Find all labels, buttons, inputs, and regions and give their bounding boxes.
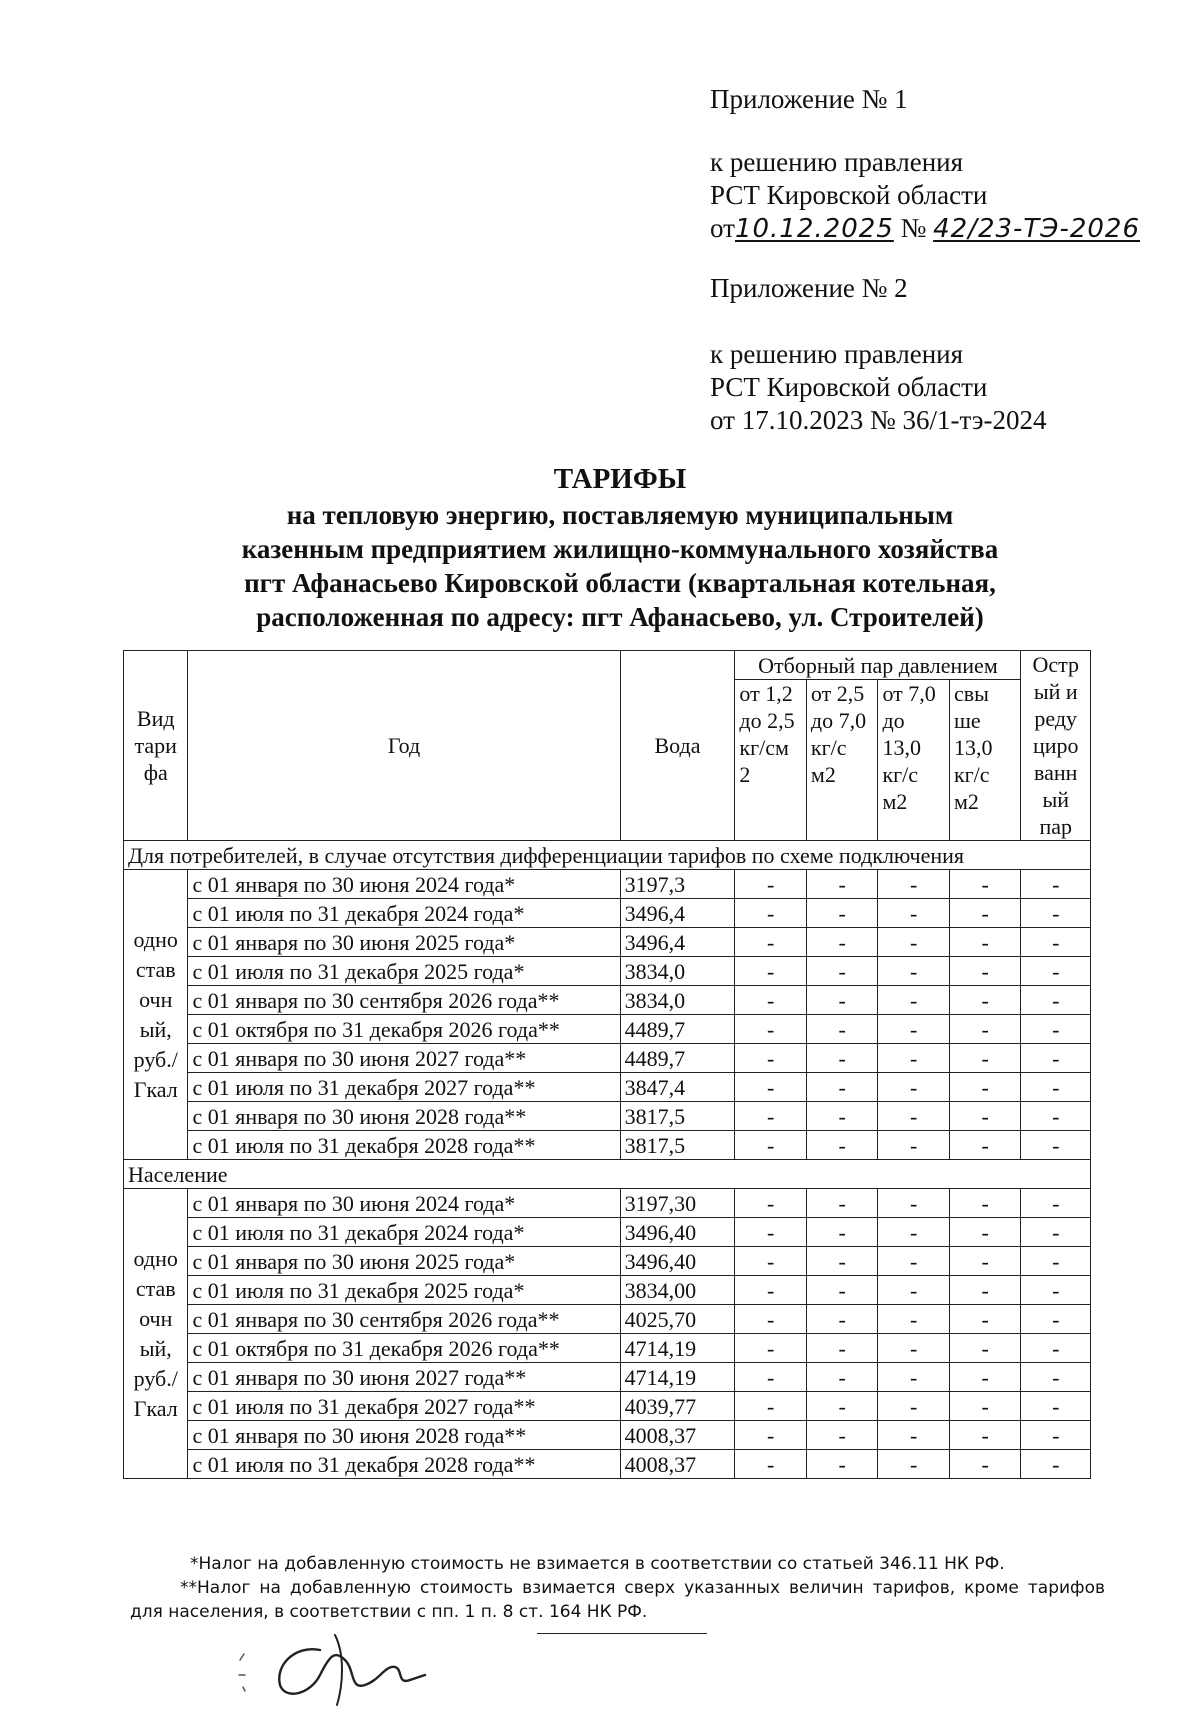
empty-tariff-cell: - bbox=[735, 1044, 807, 1073]
empty-tariff-cell: - bbox=[735, 1015, 807, 1044]
table-row bbox=[124, 928, 1091, 957]
header-pressure-1: от 1,2 до 2,5 кг/см 2 bbox=[735, 680, 807, 841]
period-cell: с 01 января по 30 сентября 2026 года** bbox=[188, 986, 620, 1015]
empty-tariff-cell: - bbox=[949, 1421, 1021, 1450]
appendix-1-title bbox=[710, 83, 908, 116]
empty-tariff-cell: - bbox=[878, 1450, 950, 1479]
empty-tariff-cell: - bbox=[878, 870, 950, 899]
appendix-2-heading: Приложение № 2 bbox=[710, 273, 908, 303]
appendix-1-line2: РСТ Кировской области bbox=[710, 180, 988, 210]
empty-tariff-cell: - bbox=[735, 1363, 807, 1392]
table-row bbox=[124, 870, 1091, 899]
empty-tariff-cell: - bbox=[806, 1305, 878, 1334]
water-tariff-cell: 4489,7 bbox=[620, 1015, 735, 1044]
empty-tariff-cell: - bbox=[949, 1392, 1021, 1421]
empty-tariff-cell: - bbox=[1021, 1131, 1091, 1160]
empty-tariff-cell: - bbox=[806, 1421, 878, 1450]
empty-tariff-cell: - bbox=[806, 1276, 878, 1305]
empty-tariff-cell: - bbox=[949, 1276, 1021, 1305]
appendix-1-prefix: от bbox=[710, 213, 735, 243]
empty-tariff-cell: - bbox=[949, 899, 1021, 928]
section-row bbox=[124, 841, 1091, 870]
empty-tariff-cell: - bbox=[1021, 870, 1091, 899]
empty-tariff-cell: - bbox=[949, 1450, 1021, 1479]
empty-tariff-cell: - bbox=[1021, 1247, 1091, 1276]
empty-tariff-cell: - bbox=[1021, 1102, 1091, 1131]
header-steam-group: Отборный пар давлением bbox=[735, 651, 1021, 680]
header-tariff-type: Вид тари фа bbox=[124, 651, 188, 841]
water-tariff-cell: 4489,7 bbox=[620, 1044, 735, 1073]
header-year: Год bbox=[188, 651, 620, 841]
empty-tariff-cell: - bbox=[949, 1044, 1021, 1073]
empty-tariff-cell: - bbox=[1021, 1363, 1091, 1392]
period-cell: с 01 января по 30 сентября 2026 года** bbox=[188, 1305, 620, 1334]
table-row bbox=[124, 1392, 1091, 1421]
empty-tariff-cell: - bbox=[735, 1131, 807, 1160]
period-cell: с 01 июля по 31 декабря 2024 года* bbox=[188, 899, 620, 928]
empty-tariff-cell: - bbox=[878, 1334, 950, 1363]
empty-tariff-cell: - bbox=[949, 1073, 1021, 1102]
period-cell: с 01 января по 30 июня 2025 года* bbox=[188, 1247, 620, 1276]
header-sharp-steam: Остр ый и реду циро ванн ый пар bbox=[1021, 651, 1091, 841]
empty-tariff-cell: - bbox=[806, 1131, 878, 1160]
water-tariff-cell: 3496,4 bbox=[620, 928, 735, 957]
table-row bbox=[124, 1276, 1091, 1305]
empty-tariff-cell: - bbox=[949, 1189, 1021, 1218]
empty-tariff-cell: - bbox=[806, 928, 878, 957]
empty-tariff-cell: - bbox=[949, 928, 1021, 957]
empty-tariff-cell: - bbox=[949, 1305, 1021, 1334]
appendix-2-line1: к решению правления bbox=[710, 339, 964, 369]
table-row bbox=[124, 957, 1091, 986]
empty-tariff-cell: - bbox=[806, 1015, 878, 1044]
water-tariff-cell: 3197,30 bbox=[620, 1189, 735, 1218]
section-title: Население bbox=[124, 1160, 1091, 1189]
empty-tariff-cell: - bbox=[878, 1363, 950, 1392]
water-tariff-cell: 3834,0 bbox=[620, 986, 735, 1015]
empty-tariff-cell: - bbox=[949, 1363, 1021, 1392]
table-row bbox=[124, 1015, 1091, 1044]
document-title bbox=[150, 462, 1090, 634]
appendix-2-line3: от 17.10.2023 № 36/1-тэ-2024 bbox=[710, 405, 1047, 435]
tariff-table-body bbox=[124, 841, 1091, 1479]
empty-tariff-cell: - bbox=[878, 1421, 950, 1450]
water-tariff-cell: 3496,4 bbox=[620, 899, 735, 928]
empty-tariff-cell: - bbox=[949, 986, 1021, 1015]
handwritten-date: 10.12.2025 bbox=[734, 214, 894, 244]
header-water: Вода bbox=[620, 651, 735, 841]
empty-tariff-cell: - bbox=[878, 986, 950, 1015]
empty-tariff-cell: - bbox=[735, 1102, 807, 1131]
empty-tariff-cell: - bbox=[735, 870, 807, 899]
title-line-1: на тепловую энергию, поставляемую муниципальным bbox=[286, 500, 954, 530]
appendix-1-reference bbox=[710, 146, 1140, 246]
table-row bbox=[124, 1305, 1091, 1334]
empty-tariff-cell: - bbox=[878, 1102, 950, 1131]
water-tariff-cell: 3847,4 bbox=[620, 1073, 735, 1102]
empty-tariff-cell: - bbox=[949, 1334, 1021, 1363]
empty-tariff-cell: - bbox=[1021, 1276, 1091, 1305]
empty-tariff-cell: - bbox=[806, 1392, 878, 1421]
empty-tariff-cell: - bbox=[806, 957, 878, 986]
empty-tariff-cell: - bbox=[949, 957, 1021, 986]
period-cell: с 01 января по 30 июня 2024 года* bbox=[188, 1189, 620, 1218]
empty-tariff-cell: - bbox=[735, 1218, 807, 1247]
appendix-2-reference bbox=[710, 338, 1047, 437]
period-cell: с 01 января по 30 июня 2027 года** bbox=[188, 1044, 620, 1073]
period-cell: с 01 июля по 31 декабря 2027 года** bbox=[188, 1392, 620, 1421]
period-cell: с 01 января по 30 июня 2027 года** bbox=[188, 1363, 620, 1392]
appendix-2-line2: РСТ Кировской области bbox=[710, 372, 988, 402]
period-cell: с 01 июля по 31 декабря 2027 года** bbox=[188, 1073, 620, 1102]
water-tariff-cell: 3197,3 bbox=[620, 870, 735, 899]
empty-tariff-cell: - bbox=[878, 1044, 950, 1073]
empty-tariff-cell: - bbox=[806, 870, 878, 899]
empty-tariff-cell: - bbox=[878, 899, 950, 928]
water-tariff-cell: 4008,37 bbox=[620, 1450, 735, 1479]
period-cell: с 01 января по 30 июня 2028 года** bbox=[188, 1102, 620, 1131]
empty-tariff-cell: - bbox=[735, 1421, 807, 1450]
tariff-type-cell: одно став очн ый, руб./ Гкал bbox=[124, 870, 188, 1160]
empty-tariff-cell: - bbox=[878, 1276, 950, 1305]
empty-tariff-cell: - bbox=[949, 1015, 1021, 1044]
empty-tariff-cell: - bbox=[1021, 1044, 1091, 1073]
water-tariff-cell: 3496,40 bbox=[620, 1218, 735, 1247]
table-row bbox=[124, 1044, 1091, 1073]
title-main: ТАРИФЫ bbox=[553, 463, 687, 495]
empty-tariff-cell: - bbox=[1021, 986, 1091, 1015]
empty-tariff-cell: - bbox=[949, 1131, 1021, 1160]
empty-tariff-cell: - bbox=[735, 1189, 807, 1218]
empty-tariff-cell: - bbox=[806, 1218, 878, 1247]
water-tariff-cell: 3817,5 bbox=[620, 1131, 735, 1160]
table-row bbox=[124, 1073, 1091, 1102]
table-row bbox=[124, 1450, 1091, 1479]
period-cell: с 01 июля по 31 декабря 2028 года** bbox=[188, 1450, 620, 1479]
section-title: Для потребителей, в случае отсутствия дифференциации тарифов по схеме подключения bbox=[124, 841, 1091, 870]
empty-tariff-cell: - bbox=[949, 1247, 1021, 1276]
table-row bbox=[124, 986, 1091, 1015]
period-cell: с 01 января по 30 июня 2028 года** bbox=[188, 1421, 620, 1450]
empty-tariff-cell: - bbox=[806, 1334, 878, 1363]
empty-tariff-cell: - bbox=[806, 1073, 878, 1102]
empty-tariff-cell: - bbox=[878, 928, 950, 957]
empty-tariff-cell: - bbox=[735, 899, 807, 928]
empty-tariff-cell: - bbox=[806, 1189, 878, 1218]
empty-tariff-cell: - bbox=[878, 1392, 950, 1421]
tariff-table bbox=[123, 650, 1091, 1479]
empty-tariff-cell: - bbox=[1021, 899, 1091, 928]
footnote-1: *Налог на добавленную стоимость не взимается в соответствии со статьей 346.11 НК РФ. bbox=[190, 1554, 1005, 1574]
header-pressure-3: от 7,0 до 13,0 кг/с м2 bbox=[878, 680, 950, 841]
empty-tariff-cell: - bbox=[878, 1131, 950, 1160]
empty-tariff-cell: - bbox=[735, 1305, 807, 1334]
appendix-2-title bbox=[710, 272, 908, 305]
empty-tariff-cell: - bbox=[878, 1247, 950, 1276]
empty-tariff-cell: - bbox=[1021, 1015, 1091, 1044]
empty-tariff-cell: - bbox=[1021, 1073, 1091, 1102]
empty-tariff-cell: - bbox=[1021, 1450, 1091, 1479]
water-tariff-cell: 3834,00 bbox=[620, 1276, 735, 1305]
empty-tariff-cell: - bbox=[878, 1015, 950, 1044]
empty-tariff-cell: - bbox=[735, 1450, 807, 1479]
period-cell: с 01 января по 30 июня 2025 года* bbox=[188, 928, 620, 957]
tariff-table-header bbox=[124, 651, 1091, 841]
empty-tariff-cell: - bbox=[806, 1363, 878, 1392]
handwritten-number: 42/23-ТЭ-2026 bbox=[933, 214, 1140, 244]
water-tariff-cell: 3817,5 bbox=[620, 1102, 735, 1131]
table-row bbox=[124, 1189, 1091, 1218]
number-sign: № bbox=[900, 213, 927, 243]
empty-tariff-cell: - bbox=[735, 957, 807, 986]
table-row bbox=[124, 1247, 1091, 1276]
table-row bbox=[124, 1131, 1091, 1160]
empty-tariff-cell: - bbox=[1021, 928, 1091, 957]
water-tariff-cell: 4714,19 bbox=[620, 1363, 735, 1392]
period-cell: с 01 июля по 31 декабря 2028 года** bbox=[188, 1131, 620, 1160]
appendix-1-date-line bbox=[710, 212, 1140, 246]
footnote-2: **Налог на добавленную стоимость взимается сверх указанных величин тарифов, кроме тарифов для населения, в соответствии с пп. 1 п. 8 ст. 164 НК РФ. bbox=[130, 1578, 1105, 1622]
water-tariff-cell: 4025,70 bbox=[620, 1305, 735, 1334]
table-row bbox=[124, 1102, 1091, 1131]
period-cell: с 01 января по 30 июня 2024 года* bbox=[188, 870, 620, 899]
water-tariff-cell: 4714,19 bbox=[620, 1334, 735, 1363]
water-tariff-cell: 4039,77 bbox=[620, 1392, 735, 1421]
empty-tariff-cell: - bbox=[949, 870, 1021, 899]
empty-tariff-cell: - bbox=[735, 1073, 807, 1102]
empty-tariff-cell: - bbox=[735, 1392, 807, 1421]
period-cell: с 01 июля по 31 декабря 2024 года* bbox=[188, 1218, 620, 1247]
table-row bbox=[124, 1363, 1091, 1392]
empty-tariff-cell: - bbox=[735, 1247, 807, 1276]
water-tariff-cell: 3496,40 bbox=[620, 1247, 735, 1276]
period-cell: с 01 октября по 31 декабря 2026 года** bbox=[188, 1334, 620, 1363]
empty-tariff-cell: - bbox=[806, 1450, 878, 1479]
empty-tariff-cell: - bbox=[1021, 957, 1091, 986]
empty-tariff-cell: - bbox=[1021, 1392, 1091, 1421]
period-cell: с 01 июля по 31 декабря 2025 года* bbox=[188, 957, 620, 986]
empty-tariff-cell: - bbox=[878, 957, 950, 986]
empty-tariff-cell: - bbox=[735, 1334, 807, 1363]
empty-tariff-cell: - bbox=[878, 1189, 950, 1218]
empty-tariff-cell: - bbox=[1021, 1189, 1091, 1218]
empty-tariff-cell: - bbox=[806, 1247, 878, 1276]
period-cell: с 01 октября по 31 декабря 2026 года** bbox=[188, 1015, 620, 1044]
tariff-type-cell: одно став очн ый, руб./ Гкал bbox=[124, 1189, 188, 1479]
period-cell: с 01 июля по 31 декабря 2025 года* bbox=[188, 1276, 620, 1305]
empty-tariff-cell: - bbox=[878, 1218, 950, 1247]
table-row bbox=[124, 1421, 1091, 1450]
signature-line bbox=[537, 1633, 707, 1634]
empty-tariff-cell: - bbox=[806, 986, 878, 1015]
empty-tariff-cell: - bbox=[1021, 1218, 1091, 1247]
empty-tariff-cell: - bbox=[735, 1276, 807, 1305]
table-row bbox=[124, 1334, 1091, 1363]
empty-tariff-cell: - bbox=[1021, 1305, 1091, 1334]
empty-tariff-cell: - bbox=[1021, 1421, 1091, 1450]
empty-tariff-cell: - bbox=[878, 1305, 950, 1334]
empty-tariff-cell: - bbox=[1021, 1334, 1091, 1363]
water-tariff-cell: 4008,37 bbox=[620, 1421, 735, 1450]
header-pressure-2: от 2,5 до 7,0 кг/с м2 bbox=[806, 680, 878, 841]
title-line-4: расположенная по адресу: пгт Афанасьево, ул. Строителей) bbox=[256, 602, 984, 632]
header-pressure-4: свы ше 13,0 кг/с м2 bbox=[949, 680, 1021, 841]
empty-tariff-cell: - bbox=[735, 986, 807, 1015]
appendix-1-line1: к решению правления bbox=[710, 147, 964, 177]
title-line-3: пгт Афанасьево Кировской области (квартальная котельная, bbox=[244, 568, 996, 598]
empty-tariff-cell: - bbox=[806, 899, 878, 928]
empty-tariff-cell: - bbox=[949, 1102, 1021, 1131]
empty-tariff-cell: - bbox=[949, 1218, 1021, 1247]
handwritten-signature bbox=[225, 1605, 445, 1715]
table-row bbox=[124, 899, 1091, 928]
empty-tariff-cell: - bbox=[735, 928, 807, 957]
empty-tariff-cell: - bbox=[806, 1102, 878, 1131]
title-line-2: казенным предприятием жилищно-коммунального хозяйства bbox=[241, 534, 999, 564]
table-row bbox=[124, 1218, 1091, 1247]
appendix-1-heading: Приложение № 1 bbox=[710, 84, 908, 114]
water-tariff-cell: 3834,0 bbox=[620, 957, 735, 986]
section-row bbox=[124, 1160, 1091, 1189]
empty-tariff-cell: - bbox=[806, 1044, 878, 1073]
empty-tariff-cell: - bbox=[878, 1073, 950, 1102]
